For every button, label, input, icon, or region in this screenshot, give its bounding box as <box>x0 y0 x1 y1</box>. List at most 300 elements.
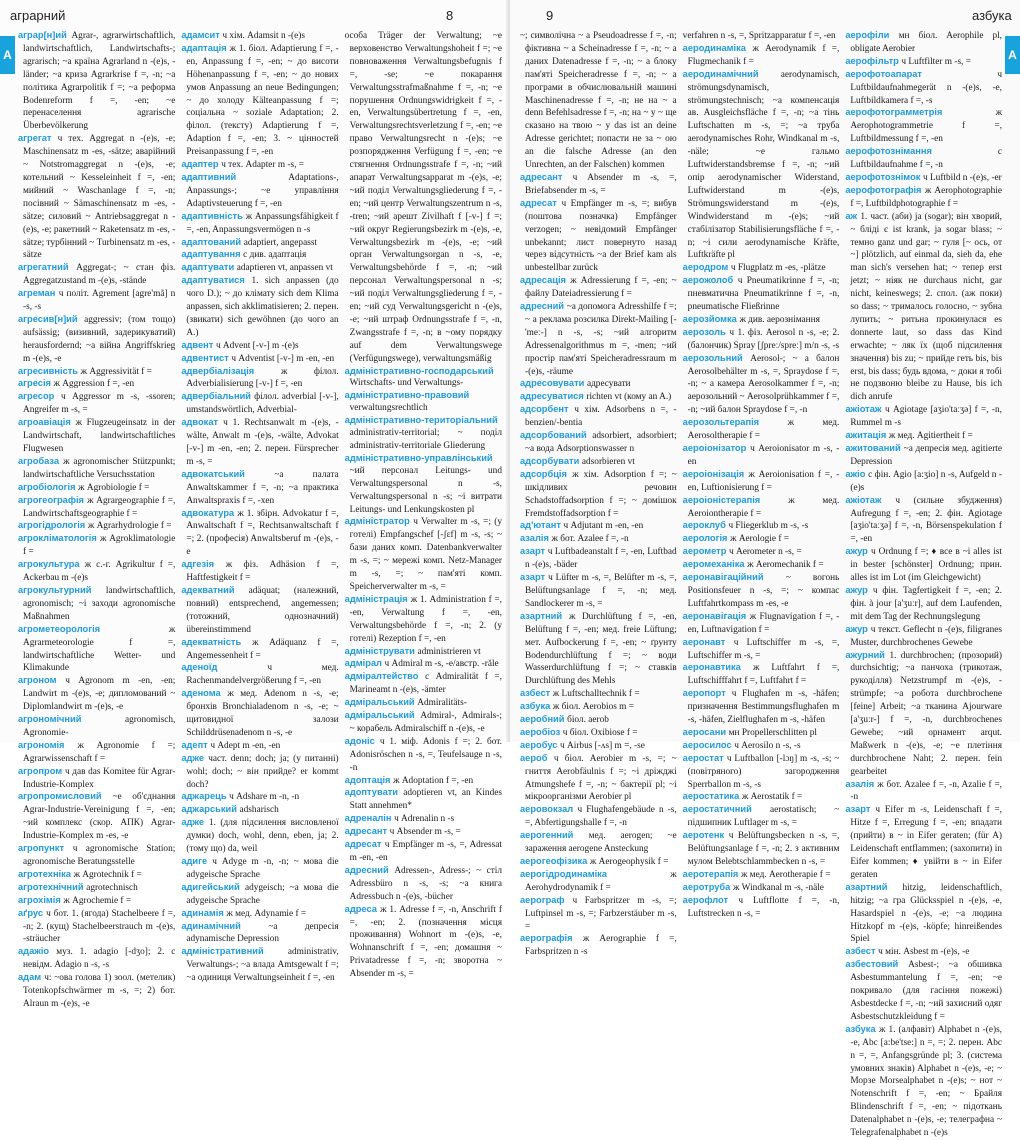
entry-headword: аеродром <box>682 262 729 273</box>
entry-headword: адміністративний <box>181 946 264 957</box>
entry-headword: аеротерапія <box>682 868 739 879</box>
entry-headword: азбест <box>520 688 551 699</box>
entry-headword: аерограф <box>520 894 565 905</box>
entry-headword: адвокатура <box>181 507 235 518</box>
dictionary-entry <box>520 572 677 611</box>
entry-definition: ~а допомога Adresshilfe f =; ~ а реклама розсилка Direkt-Mailing [-'meː-] n -s, -s; ~ий алгоритм Adressenalgorithmus m =, -men; ~ий простір пам'яті Speicheradressraum m -(e)s, -räume <box>525 302 677 377</box>
entry-headword: ажіо <box>845 468 866 479</box>
entry-headword: адам <box>18 972 42 983</box>
dictionary-entry <box>181 856 338 882</box>
entry-headword: адреса <box>344 903 377 914</box>
dictionary-entry <box>18 908 175 947</box>
entry-headword: адекватність <box>181 636 242 647</box>
entry-headword: агроавіація <box>18 417 71 428</box>
entry-definition: adsorbieren vt <box>581 456 635 467</box>
column <box>845 30 1003 1139</box>
entry-headword: агротехніка <box>18 868 71 879</box>
dictionary-entry <box>845 546 1002 585</box>
entry-headword: адсорбований <box>520 430 587 441</box>
entry-headword: ажур <box>845 623 868 634</box>
entry-definition: ~е об'єднання Agrar-Industrie-Vereinigung f =, -en; ~ий комплекс (скор. АПК) Agrar-Industrie-Komplex m -es, -e <box>23 792 176 842</box>
dictionary-entry <box>18 417 175 456</box>
dictionary-entry <box>345 904 502 981</box>
entry-headword: азбука <box>845 1023 876 1034</box>
dictionary-entry <box>181 637 338 663</box>
entry-definition: ~; символічна ~ a Pseudoadresse f =, -n; фіктивна ~ a Scheinadresse f =, -n; ~ а даних Datenadresse f =, -n; ~ а блоку пам'яті Speicheradresse f =, -n; ~ а програми в обчислювальній машині Maschinenadresse f =, -n; не на ~ а denn Befehlsadresse f =, -n; на ~ у ~ ще сказано на твою ~ у das ist an deine Adresse gerichtet; попасти не за ~ ою an die falsche Adresse (an den Unrechten, an der Falschen) kommen <box>520 31 677 171</box>
entry-headword: адаптивність <box>181 210 243 221</box>
dictionary-entry <box>181 662 338 688</box>
dictionary-entry <box>683 740 840 753</box>
entry-headword: аерозоль <box>682 326 726 337</box>
dictionary-entry <box>520 611 677 688</box>
dictionary-entry <box>181 921 338 947</box>
entry-headword: азартний <box>845 881 888 892</box>
entry-headword: адресовувати <box>520 378 585 389</box>
entry-headword: ажитований <box>845 443 901 453</box>
entry-definition: ж Agrotechnik f = <box>73 869 142 880</box>
entry-definition: ч Agronom m -en, -en; Landwirt m -(e)s, -e; дипломований ~ Diplomlandwirt m -(e)s, -e <box>23 676 176 713</box>
entry-headword: адоніс <box>344 735 375 746</box>
dictionary-entry <box>18 624 175 676</box>
entry-headword: адамсит <box>181 30 220 40</box>
dictionary-entry <box>520 804 677 830</box>
dictionary-entry <box>845 30 1002 56</box>
dictionary-entry <box>181 172 338 211</box>
entry-definition: с фін. Agio [a:ʒio] n -s, Aufgeld n -(e)s <box>850 469 1002 493</box>
entry-headword: агресор <box>18 391 55 402</box>
entry-headword: азарт <box>520 572 546 583</box>
dictionary-entry <box>18 882 175 895</box>
entry-headword: адвербіалізація <box>181 365 255 376</box>
dictionary-entry <box>520 198 677 275</box>
entry-headword: аеровокзал <box>520 804 574 815</box>
dictionary-entry <box>520 275 677 301</box>
entry-definition: ч Luftfilter m -s, = <box>901 56 971 67</box>
entry-headword: адміністративно-господарський <box>344 365 494 376</box>
entry-definition: richten vt (кому an A.) <box>586 392 672 403</box>
entry-definition: ч Luftschiffer m -s, =, Luftschiffer m -s, = <box>687 637 840 661</box>
entry-definition: ж Agronomie f =; Agrarwissenschaft f = <box>23 740 176 764</box>
dictionary-entry <box>520 895 677 934</box>
entry-definition: с Luftbildaufnahme f =, -n <box>850 147 1003 171</box>
dictionary-entry <box>683 662 840 688</box>
entry-definition: ж Agrarhydrologie f = <box>87 521 172 532</box>
dictionary-entry <box>181 740 338 753</box>
entry-definition: ~а депресія мед. agitierte Depression <box>850 444 1003 467</box>
entry-headword: азалія <box>845 778 875 789</box>
dictionary-entry <box>520 740 677 753</box>
entry-definition: ч дав das Komitee für Agrar-Industrie-Komplex <box>23 766 176 790</box>
entry-definition: особа Träger der Verwaltung; ~е верховенство Verwaltungshoheit f =; ~е повноваження Verwaltungsbefugnis f =, -se; ~е покарання Verwaltungsstrafmaßnahme f =, -n; ~е порушення Ordnungswidrigkeit f =, -en, Verwaltungsübertretung f =, -en, Verwaltungsrechtsverletzung f =, -en; ~е право Verwaltungsrecht n -(e)s; ~е розпорядження Verfügung f =, -en; ~е стягнення Ordnungsstrafe f =, -n; ~ий апарат Verwaltungsapparat m -(e)s, -e; ~ий поділ Verwaltungsgliederung f =, -en; ~ий центр Verwaltungszentrum n -s, -tren; ~ий арешт Zivilhaft f [-v-] f =; ~ий округ Regierungsbezirk m -(e)s, -e, Verwaltungsbezirk m -(e)s, -e; ~ий орган Verwaltungsorgan n -s, -e, Verwaltungsbehörde f =, -n; ~ий персонал Verwaltungspersonal n -s; ~ий поділ Verwaltungsgliederung f =, -en; ~ий суд Verwaltungsgericht n -(e)s, -e; ~ий штраф Ordnungsstrafe f =, -n, Zwangsstrafe f =, -n; в ~ому порядку auf dem Verwaltungswege (Verfügungswege), verwaltungsmäßig <box>344 31 502 364</box>
entry-definition: адресувати <box>586 379 631 390</box>
entry-definition: ч Eifer m -s, Leidenschaft f =, Hitze f =, Erregung f =, -en; впадати (прийти) в ~ in Eifer geraten; (für A) Leidenschaft entflammen; (захопити) in Eifer kommen; ♦ увійти в ~ in Eifer geraten <box>850 805 1003 880</box>
dictionary-entry <box>520 546 677 572</box>
dictionary-entry <box>18 869 175 882</box>
dictionary-entry <box>845 211 1002 405</box>
left-page-columns <box>18 30 502 1009</box>
dictionary-entry <box>181 559 338 585</box>
dictionary-entry <box>683 533 840 546</box>
entry-definition: ч Luftbadeanstalt f =, -en, Luftbad n -(e)s, -bäder <box>525 547 677 571</box>
dictionary-entry <box>683 327 840 353</box>
dictionary-entry <box>520 172 677 198</box>
entry-headword: аденома <box>181 688 221 699</box>
entry-definition: agrotechnisch <box>86 882 138 893</box>
entry-headword: аероіонізатор <box>682 443 747 453</box>
dictionary-entry <box>683 495 840 521</box>
dictionary-entry <box>181 753 338 792</box>
dictionary-entry <box>683 275 840 314</box>
dictionary-entry <box>18 366 175 379</box>
dictionary-entry <box>181 366 338 392</box>
entry-definition: ч Lüfter m -s, =, Belüfter m -s, =, Belüftungsanlage f =, -n; мед. Sandlockerer m -s, = <box>525 573 677 609</box>
entry-headword: адресний <box>520 301 565 312</box>
dictionary-entry <box>345 646 502 659</box>
entry-headword: адаптивний <box>181 171 237 182</box>
dictionary-entry <box>845 804 1002 881</box>
entry-definition: ч 1. фіз. Aerosol n -s, -e; 2. (балончик) Spray [ʃpreː/spreː] m/n -s, -s <box>687 327 840 351</box>
entry-headword: адмірал <box>344 658 382 669</box>
entry-definition: ч Flughafen m -s, -häfen; призначення Bestimmungsflughafen m -s, -häfen, Zielflughafen m -s, -häfen <box>687 689 840 726</box>
entry-headword: адмініструвати <box>344 645 415 656</box>
entry-definition: ж Adressierung f =, -en; ~ файлу Dateiadressierung f = <box>525 276 677 300</box>
entry-definition: ж Agrochemie f = <box>63 895 132 906</box>
entry-definition: ж мед. Aerosoltherapie f = <box>687 418 840 442</box>
entry-definition: ж Aerohydrodynamik f = <box>525 869 677 893</box>
dictionary-entry <box>181 817 338 856</box>
dictionary-entry <box>845 624 1002 650</box>
entry-definition: ч політ. Agrement [agre'mã] n -s, -s <box>23 289 176 313</box>
entry-definition: мед. aerogen; ~е зараження aerogene Ansteckung <box>525 831 677 855</box>
entry-headword: аерозольний <box>682 352 743 363</box>
entry-headword: аеробний <box>520 714 565 725</box>
dictionary-entry <box>520 520 677 533</box>
dictionary-entry <box>845 185 1002 211</box>
dictionary-entry <box>683 882 840 895</box>
page-number-left: 8 <box>446 8 454 23</box>
entry-definition: ж Durchlüftung f =, -en, Belüftung f =, -en; мед. freie Lüftung; мет. Aufbockerung f =, -en; ~ ґрунту Bodendurchlüftung f =; ~ води Wasserdurchlüftung f =; ~ ставків Durchlüftung des Mehls <box>525 611 677 687</box>
entry-headword: аеробус <box>520 739 558 750</box>
entry-headword: агроном <box>18 675 57 686</box>
entry-headword: адвокат <box>181 417 219 428</box>
entry-headword: аеропорт <box>682 688 726 699</box>
entry-headword: аерозйомка <box>682 313 737 324</box>
entry-headword: агрономічний <box>18 714 82 725</box>
entry-headword: агреман <box>18 288 56 299</box>
entry-definition: aerostatisch; ~ підшипник Luftlager m -s, = <box>687 805 840 829</box>
entry-definition: ч тех. Aggregat n -(e)s, -e; Maschinensatz m -es, -sätze; аварійний ~ Notstromaggregat n -(e)s, -e; котельний ~ Kesseleinheit f =, -en; мийний ~ Waschanlage f =, -n; посівний ~ Sämaschinensatz m -es, -sätze; силовий ~ Antriebsaggregat n -(e)s, -e; ракетний ~ Raketensatz m -es, -sätze; турбінний ~ Turbinensatz m -es, -sätze <box>23 134 176 261</box>
entry-definition: ж Luftschalltechnik f = <box>552 689 640 700</box>
entry-definition: ч Aerometer n -s, = <box>729 547 802 558</box>
entry-headword: адміральський <box>344 710 415 721</box>
entry-headword: адаптування <box>181 249 241 260</box>
entry-headword: аеромеханіка <box>682 559 745 570</box>
entry-definition: administrieren vt <box>417 646 481 657</box>
dictionary-entry <box>345 658 502 671</box>
entry-definition: ж 1. (алфавіт) Alphabet n -(e)s, -e, Abc [a:be'tse:] n =, =; 2. перен. Abc n =, =, Anfangsgründe pl; 3. (система умовних знаків) Alphabet n -(e)s, -e; ~ Морзе Morsealphabet n -(e)s; ~ нот ~ Notenschrift f =, -en; ~ Брайля Blindenschrift f =, -en; ~ підоткань Datenalphabet n -(e)s, -e; телеграфна ~ Telegrafenalphabet n -(e)s <box>850 1024 1003 1139</box>
entry-definition: ч Adjutant m -en, -en <box>563 521 644 532</box>
entry-definition: ч бот. 1. (ягода) Stachelbeere f =, -n; 2. (кущ) Stachelbeerstrauch m -(e)s, -sträucher <box>23 908 176 945</box>
entry-headword: аерозольтерапія <box>682 417 760 428</box>
entry-definition: ч Aeroionisator m -s, -en <box>687 444 840 467</box>
entry-headword: аерографія <box>520 933 573 944</box>
entry-headword: аероклуб <box>682 520 726 531</box>
entry-headword: аденоїд <box>181 662 218 673</box>
entry-definition: adygeisch; ~а мова die adygeische Sprache <box>186 882 339 906</box>
dictionary-entry <box>18 378 175 391</box>
entry-definition: Adaptations-, Anpassungs-; ~е управління Adaptivsteuerung f =, -en <box>186 172 339 209</box>
entry-headword: агрокультурний <box>18 584 92 595</box>
dictionary-entry <box>181 275 338 340</box>
entry-headword: аджарець <box>181 791 227 802</box>
entry-definition: ч Verwalter m -s, =; (у готелі) Empfangschef [-ʃɛf] m -s, -s; ~ бази даних комп. Datenbankverwalter m -s, =; ~ мережі комп. Netz-Manager m -s, =; ~ пам'яті комп. Speicherverwalter m -s, = <box>349 517 502 592</box>
entry-headword: аеронавт <box>682 636 726 647</box>
entry-definition: ч: ~ова голова 1) зоол. (метелик) Totenkopfschwärmer m -s, =; 2) бот. Alraun m -(e)s, -e <box>23 973 176 1009</box>
dictionary-entry <box>845 495 1002 547</box>
entry-definition: ж 1. біол. Adaptierung f =, -en, Anpassung f =, -en; ~ до висоти Höhenanpassung f =, -en; ~ до нових умов Anpassung an neue Bedingungen; ~ до холоду Kälteanpassung f =; соціальна ~ soziale Adaptation; 2. філол. (тексту) Adaptierung f =, Adaption f =, -en; 3. ~ цінностей Preisanpassung f =, -en <box>186 43 339 158</box>
dictionary-entry <box>683 753 840 792</box>
dictionary-entry <box>683 727 840 740</box>
dictionary-entry <box>845 107 1002 146</box>
dictionary-entry <box>683 637 840 663</box>
entry-headword: адсорбція <box>520 468 567 479</box>
entry-headword: аерофлот <box>682 894 729 905</box>
entry-headword: агресив[н]ий <box>18 313 78 324</box>
entry-definition: Aggregat-; ~ стан фіз. Aggregatzustand m -(e)s, -stände <box>23 263 176 287</box>
dictionary-entry <box>683 546 840 559</box>
entry-headword: азбука <box>520 701 551 712</box>
dictionary-entry <box>520 301 677 378</box>
entry-definition: ж мед. Aerotherapie f = <box>740 869 831 880</box>
entry-definition: ж Windkanal m -s, -näle <box>732 882 824 893</box>
entry-definition: ч мін. Asbest m -(e)s, -e <box>878 947 970 958</box>
entry-headword: ад'ютант <box>520 520 561 531</box>
entry-definition: ч хім. Adsorbens n =, -benzien/-bentia <box>525 405 677 429</box>
dictionary-entry <box>520 701 677 714</box>
entry-definition: ч Airbus [-ʌs] m =, -se <box>560 740 645 751</box>
dictionary-entry <box>181 391 338 417</box>
dictionary-entry <box>18 30 175 133</box>
entry-headword: адресуватися <box>520 391 584 402</box>
entry-definition: 1. част. (аби) ja (sogar); він хворий, ~ бліді є ist krank, ja sogar blass; ~ темно ganz und gar; ~ гуля [~ ось, от ~] plötzlich, auf einmal da, sieh da, ehe man sich's versehen hat; ~ тепер erst jetzt; ~ ніяк не durchaus nicht, gar nicht, keineswegs; 2. спол. (аж поки) so dass; ~ трималось голосно, ~ зубна лупить; ~ ритьна прокинулася es donnerte laut, so dass das Kind erwachte; ~ ляк їх (щоб підсилення значення) bis zu; ~ прийде геть bis, bis erst, bis dass; будь вдома, ~ доки я тобі не подзвоню bleibe zu Hause, bis ich dich anrufe <box>850 211 1003 403</box>
entry-definition: adaptiert, angepasst <box>243 237 318 248</box>
dictionary-entry <box>18 456 175 482</box>
entry-definition: ч Aggressor m -s, -ssoren; Angreifer m -s, = <box>23 392 176 416</box>
entry-definition: ч Ordnung f =; ♦ все в ~і alles ist in bester [schönster] Ordnung; прин. alles ist im Lot (im Gleichgewicht) <box>850 547 1003 584</box>
dictionary-entry <box>18 791 175 843</box>
entry-definition: ж біол. Aerobios m = <box>552 702 634 713</box>
dictionary-entry <box>683 559 840 572</box>
thumb-index-tab-left: A <box>0 36 15 74</box>
entry-headword: аджарський <box>181 804 237 815</box>
dictionary-entry <box>18 288 175 314</box>
dictionary-entry <box>345 736 502 775</box>
entry-headword: адоптація <box>344 774 391 785</box>
dictionary-entry <box>181 585 338 637</box>
dictionary-entry <box>181 249 338 262</box>
entry-headword: аерожолоб <box>682 275 734 286</box>
dictionary-entry <box>181 508 338 560</box>
entry-definition: ж Agroklimatologie f = <box>23 534 176 558</box>
dictionary-entry <box>181 469 338 508</box>
dictionary-entry <box>345 30 502 366</box>
entry-headword: агробіологія <box>18 481 76 492</box>
dictionary-entry <box>520 727 677 740</box>
entry-definition: ж Anpassungsfähigkeit f =, -en, Anpassungsvermögen n -s <box>186 211 339 235</box>
entry-definition: ж 1. Administration f =, -en, Verwaltung f =, -en, Verwaltungsbehörde f =, -n; 2. (у готелі) Rezeption f =, -en <box>349 594 502 644</box>
entry-definition: ч Absender m -s, =, Briefabsender m -s, = <box>525 172 677 196</box>
entry-definition: ~а депресія adynamische Depression <box>186 921 339 945</box>
entry-definition: ж Aggression f =, -en <box>53 379 135 390</box>
entry-definition: ч Luftbildaufnahmegerät n -(e)s, -e, Luftbildkamera f =, -s <box>850 69 1003 106</box>
entry-headword: азарт <box>845 804 871 815</box>
entry-definition: adsorbiert, adsorbiert; ~а вода Adsorptionswasser n <box>525 431 677 454</box>
entry-definition: с див. адаптація <box>243 250 307 261</box>
dictionary-entry <box>345 697 502 710</box>
dictionary-entry <box>845 430 1002 443</box>
entry-definition: мн Propellerschlitten pl <box>728 727 817 738</box>
entry-headword: адміністративно-управлінський <box>344 452 493 463</box>
entry-definition: ж 1. Adresse f =, -n, Anschrift f =, -en; 2. (позначення місця проживання) Wohnort m -(e)s, -e, Wohnanschrift f =, -en; домашня ~ Privatadresse f =, -n; зворотна ~ Absender m -s, = <box>349 904 502 980</box>
column <box>682 30 840 919</box>
entry-headword: аеронавігаційний <box>682 572 764 583</box>
dictionary-entry <box>18 946 175 972</box>
entry-headword: аграр[н]ий <box>18 30 67 40</box>
entry-definition: ж Flugzeugeinsatz in der Landwirtschaft, landwirtschaftliches Flugwesen <box>23 418 176 454</box>
entry-definition: landwirtschaftlich, agronomisch; ~і заходи agronomische Maßnahmen <box>23 585 176 622</box>
entry-headword: адоптувати <box>344 787 399 798</box>
entry-definition: ж Adäquanz f =, Angemessenheit f = <box>186 637 339 661</box>
dictionary-entry <box>345 671 502 697</box>
entry-headword: адже <box>181 752 205 763</box>
dictionary-entry <box>18 559 175 585</box>
dictionary-entry <box>181 791 338 804</box>
entry-definition: ч Flughafengebäude n -s, =, Abfertigungshalle f =, -n <box>525 805 677 829</box>
entry-headword: адаптований <box>181 236 242 247</box>
entry-definition: ж хім. Adsorption f =; ~ шкідливих речовин Schadstoffadsorption f =; ~ домішок Fremdstoffadsorption f = <box>525 469 677 519</box>
dictionary-entry <box>520 856 677 869</box>
entry-headword: адаптувати <box>181 262 235 273</box>
dictionary-entry <box>18 391 175 417</box>
entry-headword: адсорбувати <box>520 455 580 466</box>
dictionary-entry <box>345 453 502 517</box>
entry-definition: ч Flugplatz m -es, -plätze <box>730 263 826 274</box>
column <box>181 30 339 984</box>
entry-definition: ж фіз. Adhäsion f =, Haftfestigkeit f = <box>186 560 339 584</box>
entry-headword: аеростатичний <box>682 804 752 815</box>
entry-definition: Wirtschafts- und Verwaltungs- <box>349 378 464 389</box>
dictionary-entry <box>845 69 1002 108</box>
entry-definition: ч Admiral m -s, -e/австр. -răle <box>384 659 499 670</box>
entry-definition: aggressiv; (том тощо) aufsässig; (визивний, задерикуватий) herausfordernd; ~а війна Angriffskrieg m -(e)s, -e <box>23 314 176 364</box>
dictionary-entry <box>683 688 840 727</box>
entry-definition: Agrar-, agrarwirtschaftlich, landwirtschaftlich, Landwirtschafts-; agrarisch; ~а країна Agrarland n -(e)s, -länder; ~а криза Agrarkrise f =, -n; ~а політика Agrarpolitik f =; ~а реформа Bodenreform f =, -en; ~е перенаселення agrarische Überbevölkerung <box>23 31 176 132</box>
entry-headword: адміралтейство <box>344 671 419 682</box>
entry-definition: ч біол. Aerobier m -s, =; ~ гниття Aerobfäulnis f =; ~і дріжджі Atmungshefe f =, -n; ~ бактерії pl; ~і мікроорганізми Aerobier pl <box>525 753 677 803</box>
entry-definition: 1. sich anpassen (до чого D.); ~ до клімату sich dem Klima anpassen, sich akklimatisieren; 2. перен. (звикати) sich gewöhnen (до чого an A.) <box>186 276 339 338</box>
entry-headword: аж <box>845 210 858 221</box>
entry-headword: ажур <box>845 546 868 557</box>
entry-headword: аероіонізація <box>682 468 745 479</box>
entry-headword: ажур <box>845 584 868 595</box>
entry-headword: аероб <box>520 752 548 763</box>
entry-definition: ж Adoptation f =, -en <box>393 775 474 786</box>
entry-definition: ч 1. Rechtsanwalt m -(e)s, -wälte, Anwalt m -(e)s, -wälte, Advokat [-v-] m -en, -en; 2. перен. Fürsprecher m -s, = <box>186 418 339 467</box>
entry-headword: адже <box>181 817 205 828</box>
entry-definition: ч Empfänger m -s, =, Adressat m -en, -en <box>349 840 502 863</box>
dictionary-entry <box>345 415 502 453</box>
entry-definition: ж мед. Agitiertheit f = <box>888 431 973 442</box>
entry-definition: adoptieren vt, an Kindes Statt annehmen* <box>349 788 502 812</box>
entry-headword: адекватний <box>181 584 235 595</box>
dictionary-entry <box>845 585 1002 624</box>
entry-definition: ч Adventist [-v-] m -en, -en <box>231 353 335 364</box>
entry-headword: аеротруба <box>682 881 731 892</box>
entry-definition: ж Aerostatik f = <box>741 792 803 803</box>
entry-definition: ч мед. Rachenmandelvergrößerung f =, -en <box>186 663 339 687</box>
dictionary-entry <box>683 572 840 611</box>
dictionary-entry <box>181 30 338 43</box>
dictionary-entry <box>18 843 175 869</box>
dictionary-entry <box>345 390 502 415</box>
entry-definition: мн біол. Aerophile pl, obligate Aerobier <box>850 31 1002 54</box>
entry-headword: аерофотоапарат <box>845 68 922 79</box>
dictionary-entry <box>18 895 175 908</box>
entry-definition: ж Aerophotogrammetrie f =, Luftbildmessung f =, -en <box>850 108 1003 145</box>
dictionary-entry <box>520 430 677 456</box>
entry-definition: ч (сильне збудження) Aufregung f =, -en; 2. фін. Agiotage [aʒio'taːʒə] f =, -n, Börsenspekulation f =, -en <box>850 495 1003 545</box>
dictionary-entry <box>181 882 338 908</box>
entry-definition: ч Advent [-v-] m -(e)s <box>215 340 299 351</box>
entry-headword: адвокатський <box>181 468 245 479</box>
entry-headword: адреналін <box>344 813 392 824</box>
entry-headword: адресат <box>344 839 382 850</box>
entry-headword: аерологія <box>682 533 728 544</box>
entry-headword: аерофотознімання <box>845 146 932 157</box>
dictionary-entry <box>345 594 502 646</box>
dictionary-entry <box>181 946 338 985</box>
dictionary-entry <box>345 813 502 826</box>
entry-headword: аерогенний <box>520 830 574 841</box>
entry-definition: ж філол. Adverbialisierung [-v-] f =, -en <box>186 366 339 390</box>
dictionary-entry <box>345 787 502 813</box>
entry-headword: адресант <box>520 171 563 182</box>
dictionary-entry <box>181 262 338 275</box>
dictionary-entry <box>683 791 840 804</box>
dictionary-entry <box>845 946 1002 959</box>
dictionary-entry <box>520 869 677 895</box>
entry-definition: ж Aeromechanik f = <box>747 560 824 571</box>
dictionary-entry <box>181 804 338 817</box>
entry-headword: аеростат <box>682 752 724 763</box>
entry-definition: ж бот. Azalee f =, -n <box>551 534 629 545</box>
dictionary-entry <box>683 443 840 469</box>
entry-headword: аеронавтика <box>682 662 741 673</box>
entry-definition: aerodynamisch, strömungsdynamisch, strömungstechnisch; ~а компенсація ав. Ausgleichsfläche f =, -n; ~а тінь Luftschatten m -s, =; ~а труба aerodynamisches Rohr, Windkanal m -s, -näle; ~е гальмо Luftwiderstandsbremse f =, -n; ~ий опір aerodynamischer Widerstand, Luftwiderstand m -(e)s, Strömungswiderstand m -(e)s, Windwiderstand m -(e)s; ~ий стабілізатор Stabilisierungsfläche f =, -n; ~і сили aerodynamische Kräfte, Luftkräfte pl <box>687 69 840 261</box>
entry-definition: ж бот. Azalee f =, -n, Azalie f =, -n <box>850 779 1003 803</box>
entry-headword: агрометеорологія <box>18 623 101 634</box>
entry-definition: ж Aerographie f =, Farbspritzen n -s <box>525 934 677 958</box>
entry-headword: адміністратор <box>344 516 410 527</box>
entry-definition: ж Aggressivität f = <box>80 366 152 377</box>
entry-headword: азалія <box>520 533 549 544</box>
entry-headword: аерофотознімок <box>845 171 921 182</box>
dictionary-entry <box>345 710 502 736</box>
dictionary-entry <box>181 353 338 366</box>
dictionary-entry <box>520 404 677 430</box>
left-page <box>0 0 510 1009</box>
entry-definition: біол. aerob <box>567 715 609 726</box>
